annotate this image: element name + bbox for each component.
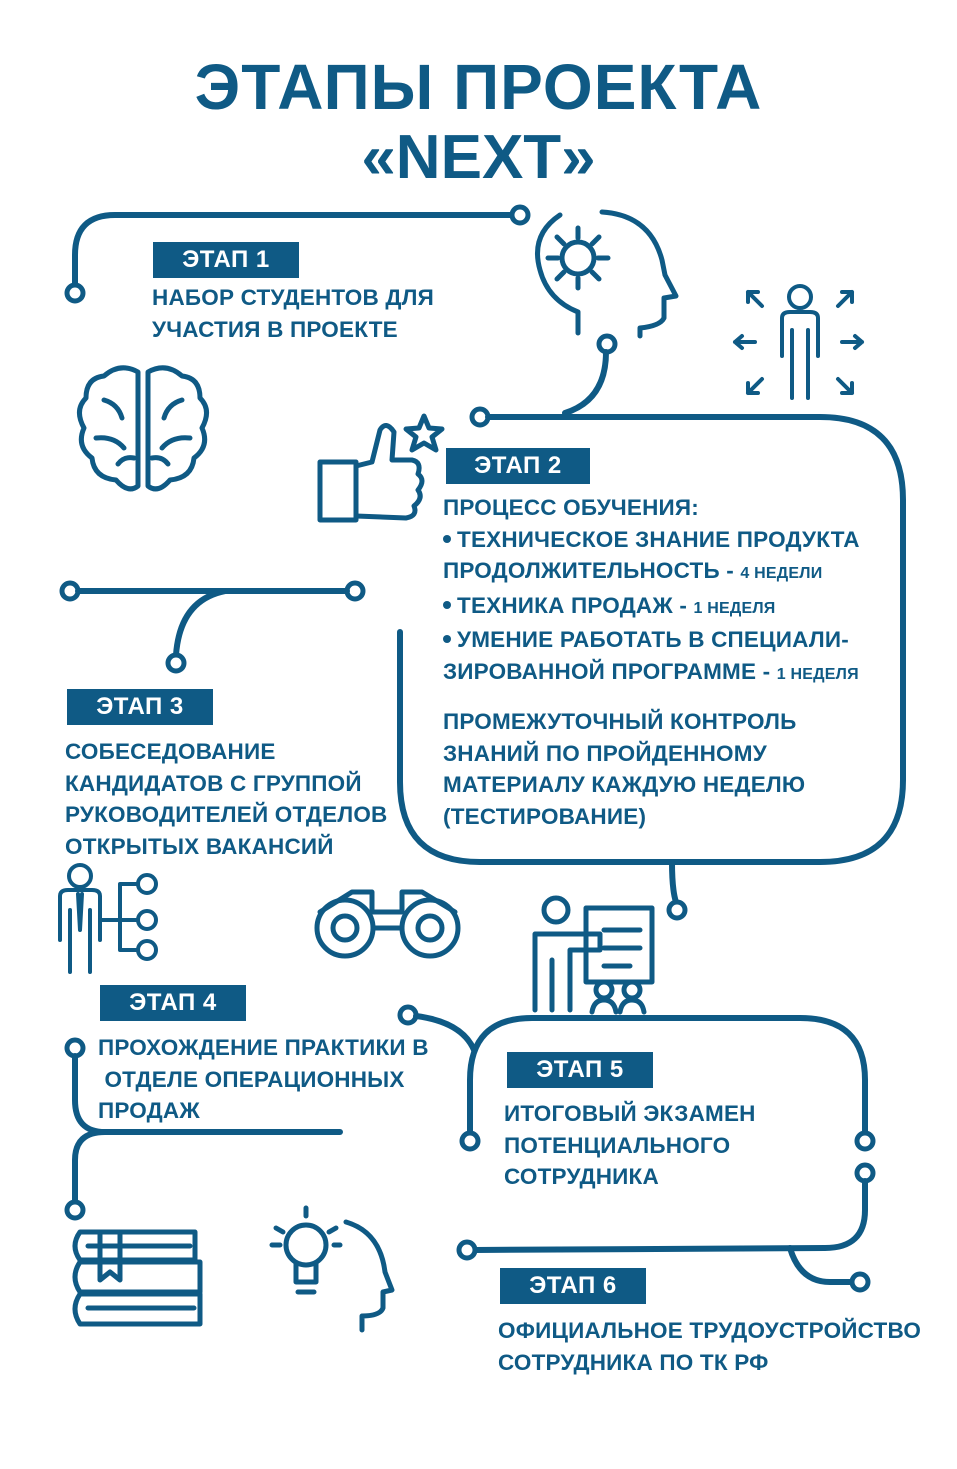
page-title: ЭТАПЫ ПРОЕКТА — [194, 51, 763, 123]
stage-5-line: ИТОГОВЫЙ ЭКЗАМЕН — [504, 1101, 756, 1126]
stage-2-bullet-1-cont — [443, 555, 860, 590]
stage-1-line: НАБОР СТУДЕНТОВ ДЛЯ — [152, 285, 434, 310]
stage-1-text — [152, 282, 434, 345]
stage-4-line: ПРОДАЖ — [98, 1098, 200, 1123]
stage-2-intro: ПРОЦЕСС ОБУЧЕНИЯ: — [443, 495, 699, 520]
stage-5-line: ПОТЕНЦИАЛЬНОГО — [504, 1132, 731, 1158]
stage-3-line: КАНДИДАТОВ С ГРУППОЙ — [65, 770, 362, 796]
stage-3-badge: ЭТАП 3 — [67, 689, 213, 725]
stage-2-control-text — [443, 706, 805, 832]
binoculars-icon — [317, 892, 458, 956]
stage-1-badge: ЭТАП 1 — [153, 242, 299, 278]
thumbs-up-star-icon — [320, 416, 442, 520]
stage-2-bullet-1 — [443, 524, 860, 556]
stage-4-line: ПРОХОЖДЕНИЕ ПРАКТИКИ В — [98, 1035, 429, 1060]
brain-icon — [79, 368, 206, 489]
connector-head-to-stage-2 — [472, 336, 615, 425]
stage-3-line: СОБЕСЕДОВАНИЕ — [65, 739, 276, 764]
stage-5-line: СОТРУДНИКА — [504, 1164, 659, 1189]
bullet-icon — [443, 535, 451, 543]
duration: 4 НЕДЕЛИ — [740, 565, 823, 582]
org-chart-person-icon — [60, 865, 156, 972]
control-line: ЗНАНИЙ ПО ПРОЙДЕННОМУ — [443, 740, 767, 766]
stage-2-bullet-2 — [443, 590, 860, 625]
stage-6-line: ОФИЦИАЛЬНОЕ ТРУДОУСТРОЙСТВО — [498, 1318, 922, 1343]
person-arrows-icon — [735, 286, 862, 398]
stage-5-text — [504, 1098, 756, 1193]
bullet-icon — [443, 635, 451, 643]
bullet-text: УМЕНИЕ РАБОТАТЬ В СПЕЦИАЛИ- — [457, 627, 849, 652]
bullet-icon — [443, 601, 451, 609]
books-icon — [75, 1232, 200, 1324]
stage-2-bullet-3-cont — [443, 656, 860, 691]
stage-4-text — [98, 1032, 429, 1127]
bullet-text: ТЕХНИКА ПРОДАЖ - — [457, 592, 688, 618]
presentation-icon — [535, 898, 652, 1012]
stage-3-text — [65, 736, 387, 862]
stage-3-line: ОТКРЫТЫХ ВАКАНСИЙ — [65, 833, 334, 859]
stage-2-bullet-3 — [443, 624, 860, 656]
control-line: (ТЕСТИРОВАНИЕ) — [443, 803, 647, 829]
connector-stage-2-to-5 — [669, 862, 685, 918]
stage-2-text — [443, 492, 860, 690]
stage-4-badge: ЭТАП 4 — [100, 985, 246, 1021]
stage-6-text — [498, 1315, 921, 1378]
lightbulb-head-icon — [272, 1208, 392, 1330]
duration: 1 НЕДЕЛЯ — [776, 665, 859, 683]
control-line: ПРОМЕЖУТОЧНЫЙ КОНТРОЛЬ — [443, 709, 797, 734]
bullet-text: ПРОДОЛЖИТЕЛЬНОСТЬ - — [443, 558, 734, 583]
duration: 1 НЕДЕЛЯ — [693, 599, 776, 617]
stage-3-line: РУКОВОДИТЕЛЕЙ ОТДЕЛОВ — [65, 802, 388, 827]
page-subtitle: «NEXT» — [361, 123, 596, 192]
stage-6-line: СОТРУДНИКА ПО ТК РФ — [498, 1349, 769, 1375]
control-line: МАТЕРИАЛУ КАЖДУЮ НЕДЕЛЮ — [443, 772, 806, 797]
stage-1-line: УЧАСТИЯ В ПРОЕКТЕ — [152, 316, 398, 342]
stage-2-badge: ЭТАП 2 — [446, 448, 590, 484]
bullet-text: ТЕХНИЧЕСКОЕ ЗНАНИЕ ПРОДУКТА — [457, 526, 860, 552]
head-gear-icon — [538, 212, 677, 336]
stage-4-line: ОТДЕЛЕ ОПЕРАЦИОННЫХ — [98, 1066, 405, 1092]
bullet-text: ЗИРОВАННОЙ ПРОГРАММЕ - — [443, 658, 771, 684]
connector-stage-3 — [62, 583, 363, 671]
stage-5-badge: ЭТАП 5 — [507, 1052, 653, 1088]
stage-6-badge: ЭТАП 6 — [500, 1268, 646, 1304]
